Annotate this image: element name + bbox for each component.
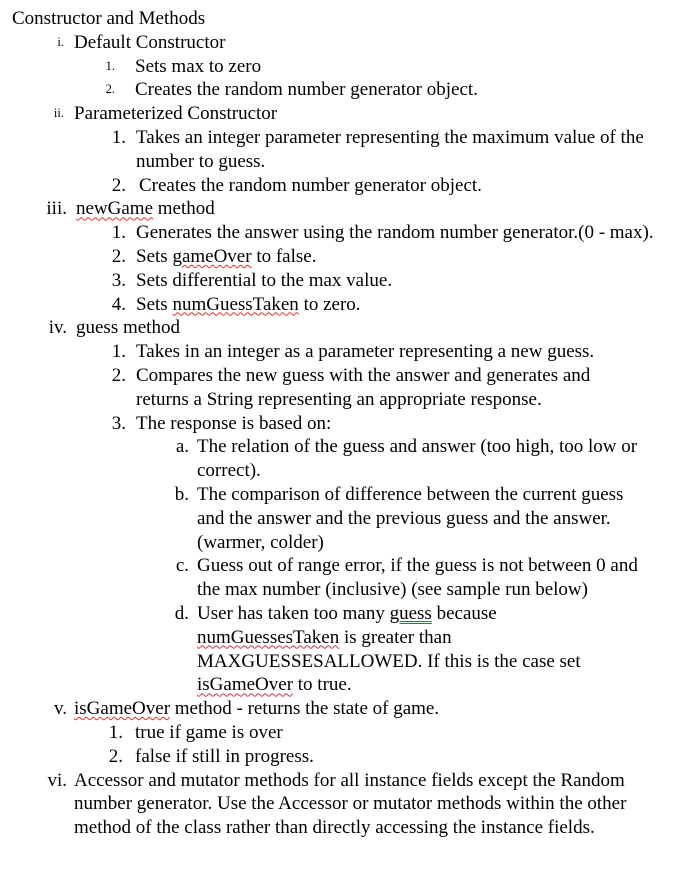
section-ii-item-1: [0, 126, 685, 174]
letter-marker-b: b.: [174, 483, 189, 505]
item-marker-3: 3.: [111, 412, 126, 434]
item-text-line-1: [197, 602, 497, 626]
item-marker-2: 2.: [108, 745, 123, 767]
roman-marker-ii: ii.: [53, 106, 64, 121]
item-text: Compares the new guess with the answer and generates and returns a String representing an appropriate response.: [136, 364, 591, 410]
text-part: to zero.: [298, 293, 361, 315]
document: [0, 7, 685, 840]
roman-marker-iv: iv.: [48, 317, 67, 339]
title-text: Constructor and Methods: [12, 8, 206, 29]
document-title: [0, 7, 685, 31]
letter-marker-d: d.: [174, 602, 189, 624]
text-part: Sets: [136, 293, 173, 315]
text-part: User has taken too many: [197, 602, 390, 624]
section-i-heading: [0, 31, 685, 55]
text-part: to true.: [293, 674, 352, 696]
item-marker-1: 1.: [111, 222, 126, 244]
roman-marker-v: v.: [53, 698, 67, 720]
item-text: [136, 245, 316, 269]
item-text: true if game is over: [135, 721, 283, 743]
section-i-title: Default Constructor: [74, 31, 226, 53]
item-marker-1: 1.: [108, 721, 123, 743]
item-text-line-3: MAXGUESSESALLOWED. If this is the case set: [197, 650, 581, 672]
roman-marker-vi: vi.: [47, 769, 67, 791]
item-text: The response is based on:: [136, 412, 332, 434]
sub-item-d-line-2: [0, 626, 685, 650]
item-text: The relation of the guess and answer (too high, too low or correct).: [197, 436, 638, 482]
grammar-word: guess: [389, 602, 432, 624]
spellcheck-word: isGameOver: [74, 698, 171, 720]
section-iv-item-2: [0, 364, 685, 412]
spellcheck-word: isGameOver: [197, 674, 294, 696]
item-text: Generates the answer using the random number generator.(0 - max).: [136, 222, 654, 244]
section-v-item-2: [0, 745, 685, 769]
sub-item-b: [0, 483, 685, 554]
item-marker-4: 4.: [111, 293, 126, 315]
section-iii-item-2: [0, 245, 685, 269]
section-iii-item-1: [0, 221, 685, 245]
sub-item-d-line-4: [0, 673, 685, 697]
spellcheck-word: newGame: [76, 198, 154, 220]
item-marker-2: 2.: [105, 82, 115, 97]
item-text: Sets max to zero: [135, 55, 262, 77]
section-i-item-2: [0, 78, 685, 102]
item-text: Takes an integer parameter representing the maximum value of the number to guess.: [136, 126, 644, 172]
item-text-line-2: [197, 626, 452, 650]
heading-rest: method - returns the state of game.: [170, 698, 440, 720]
section-ii-item-2: [0, 174, 685, 198]
heading-rest: method: [153, 198, 215, 220]
section-iv-heading: [0, 316, 685, 340]
item-marker-3: 3.: [111, 269, 126, 291]
item-text-line-4: [197, 673, 352, 697]
item-marker-2: 2.: [111, 245, 126, 267]
sub-item-a: [0, 435, 685, 483]
item-text: Takes in an integer as a parameter representing a new guess.: [136, 341, 595, 363]
section-iii-title: [76, 197, 215, 221]
section-iv-title: guess method: [76, 317, 180, 339]
item-marker-1: 1.: [105, 58, 115, 73]
section-vi-text: Accessor and mutator methods for all instance fields except the Random number generator. Use the Accessor or mutator methods within the other method of the class rather than directly accessing the instance fields.: [74, 769, 627, 839]
roman-marker-iii: iii.: [46, 198, 67, 220]
spellcheck-word: numGuessesTaken: [197, 626, 340, 648]
section-v-heading: [0, 697, 685, 721]
letter-marker-c: c.: [175, 555, 189, 577]
section-ii-heading: [0, 102, 685, 126]
section-iii-item-4: [0, 293, 685, 317]
item-text: [136, 293, 361, 317]
item-text: Guess out of range error, if the guess is not between 0 and the max number (inclusive) (see sample run below): [197, 555, 638, 601]
letter-marker-a: a.: [175, 436, 189, 458]
roman-marker-i: i.: [57, 34, 64, 49]
item-text: false if still in progress.: [135, 745, 314, 767]
sub-item-d-line-3: [0, 650, 685, 674]
text-part: Sets: [136, 245, 173, 267]
sub-item-d: [0, 602, 685, 626]
section-v-title: [74, 697, 439, 721]
section-iv-item-3: [0, 412, 685, 436]
item-marker-2: 2.: [111, 364, 126, 386]
text-part: because: [431, 602, 497, 624]
section-iii-heading: [0, 197, 685, 221]
section-ii-title: Parameterized Constructor: [74, 103, 278, 125]
item-text: The comparison of difference between the current guess and the answer and the previous guess and the answer. (warmer, colder): [197, 483, 624, 553]
spellcheck-word: numGuessTaken: [172, 293, 299, 315]
section-iii-item-3: [0, 269, 685, 293]
item-marker-1: 1.: [111, 126, 126, 148]
section-i-item-1: [0, 55, 685, 79]
item-text: Creates the random number generator object.: [139, 174, 482, 196]
section-iv-item-1: [0, 340, 685, 364]
item-text: Sets differential to the max value.: [136, 269, 393, 291]
text-part: is greater than: [339, 626, 452, 648]
sub-item-c: [0, 554, 685, 602]
item-text: Creates the random number generator object.: [135, 79, 478, 101]
section-v-item-1: [0, 721, 685, 745]
text-part: to false.: [251, 245, 317, 267]
section-vi: [0, 769, 685, 840]
item-marker-1: 1.: [111, 341, 126, 363]
item-marker-2: 2.: [111, 174, 126, 196]
spellcheck-word: gameOver: [172, 245, 252, 267]
